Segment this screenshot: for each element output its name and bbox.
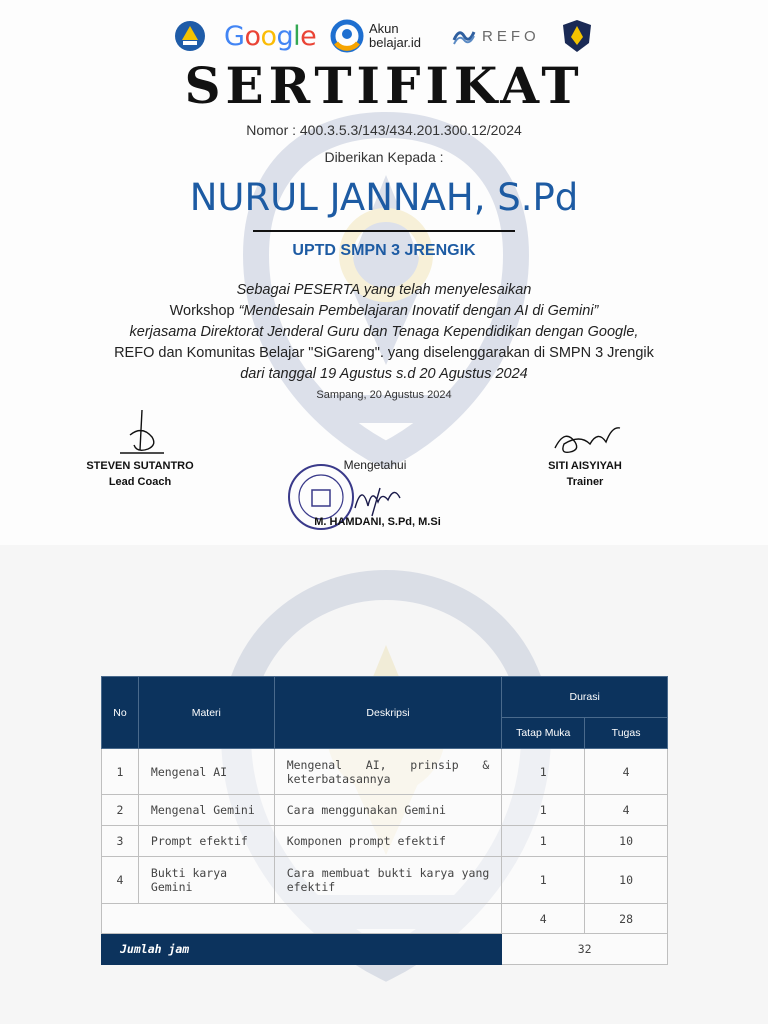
name-underline [253, 230, 515, 232]
cell-tugas: 10 [585, 826, 668, 857]
curriculum-table [101, 676, 668, 965]
cell-deskripsi: Cara membuat bukti karya yang efektif [274, 857, 502, 904]
signature-left-image [112, 405, 172, 460]
acknowledged-label: Mengetahui [343, 458, 407, 472]
cell-no: 1 [102, 749, 139, 795]
body-line-1: Sebagai PESERTA yang telah menyelesaikan [236, 282, 532, 298]
header-durasi: Durasi [502, 677, 668, 718]
header-no: No [102, 677, 139, 749]
header-deskripsi: Deskripsi [274, 677, 502, 749]
cell-tugas: 4 [585, 795, 668, 826]
akun-belajar-icon [330, 19, 364, 53]
google-logo: G o o g l e [224, 20, 317, 52]
table-row [102, 857, 668, 904]
cell-deskripsi: Cara menggunakan Gemini [274, 795, 502, 826]
signatory-left [70, 458, 210, 490]
certificate-body [0, 280, 768, 385]
table-row [102, 795, 668, 826]
cell-materi: Mengenal AI [138, 749, 274, 795]
workshop-word: Workshop [169, 303, 235, 319]
cell-tatap-muka: 1 [502, 857, 585, 904]
header-tatap-muka: Tatap Muka [502, 718, 585, 749]
cell-no: 4 [102, 857, 139, 904]
tut-wuri-handayani-logo [174, 16, 206, 56]
issue-date: Sampang, 20 Agustus 2024 [316, 389, 452, 401]
cell-tugas: 10 [585, 857, 668, 904]
cell-deskripsi: Komponen prompt efektif [274, 826, 502, 857]
subtotal-blank [102, 904, 502, 934]
akun-logo-line2: belajar.id [369, 35, 422, 50]
signatory-center-name: M. HAMDANI, S.Pd, M.Si [314, 516, 441, 528]
given-to-label: Diberikan Kepada : [324, 149, 444, 165]
signature-right-image [550, 420, 625, 460]
header-materi: Materi [138, 677, 274, 749]
cell-deskripsi: Mengenal AI, prinsip & keterbatasannya [274, 749, 502, 795]
cell-no: 2 [102, 795, 139, 826]
signatory-right-role: Trainer [566, 476, 604, 488]
cell-materi: Mengenal Gemini [138, 795, 274, 826]
total-value: 32 [502, 934, 668, 965]
cell-materi: Prompt efektif [138, 826, 274, 857]
refo-logo: REFO [452, 16, 540, 56]
cell-materi: Bukti karya Gemini [138, 857, 274, 904]
total-row [102, 934, 668, 965]
refo-wave-icon [452, 26, 476, 46]
workshop-title: “Mendesain Pembelajaran Inovatif dengan AI di Gemini” [238, 303, 599, 319]
signature-center-image [350, 478, 410, 518]
signatory-right [515, 458, 655, 490]
body-line-4: REFO dan Komunitas Belajar "SiGareng". yang diselenggarakan di SMPN 3 Jrengik [114, 345, 654, 361]
cell-tatap-muka: 1 [502, 749, 585, 795]
body-line-3: kerjasama Direktorat Jenderal Guru dan Tenaga Kependidikan dengan Google, [129, 324, 639, 340]
table-row [102, 749, 668, 795]
header-tugas: Tugas [585, 718, 668, 749]
signatory-left-role: Lead Coach [108, 476, 172, 488]
signatory-right-name: SITI AISYIYAH [548, 460, 622, 472]
table-row [102, 826, 668, 857]
recipient-school: UPTD SMPN 3 JRENGIK [292, 242, 476, 259]
body-line-5: dari tanggal 19 Agustus s.d 20 Agustus 2024 [240, 366, 528, 382]
total-label: Jumlah jam [102, 934, 502, 965]
kabupaten-sampang-logo [561, 16, 593, 56]
body-line-2 [0, 301, 768, 322]
akun-logo-line1: Akun [369, 21, 399, 36]
cell-tatap-muka: 1 [502, 795, 585, 826]
subtotal-tatap-muka: 4 [502, 904, 585, 934]
certificate-title: SERTIFIKAT [184, 56, 584, 115]
certificate-number: Nomor : 400.3.5.3/143/434.201.300.12/2024 [246, 122, 522, 138]
cell-no: 3 [102, 826, 139, 857]
partner-logos [0, 16, 768, 56]
akun-belajar-logo [330, 16, 421, 56]
recipient-name: NURUL JANNAH, S.Pd [189, 176, 579, 219]
cell-tatap-muka: 1 [502, 826, 585, 857]
subtotal-tugas: 28 [585, 904, 668, 934]
subtotal-row [102, 904, 668, 934]
signatory-left-name: STEVEN SUTANTRO [86, 460, 194, 472]
cell-tugas: 4 [585, 749, 668, 795]
